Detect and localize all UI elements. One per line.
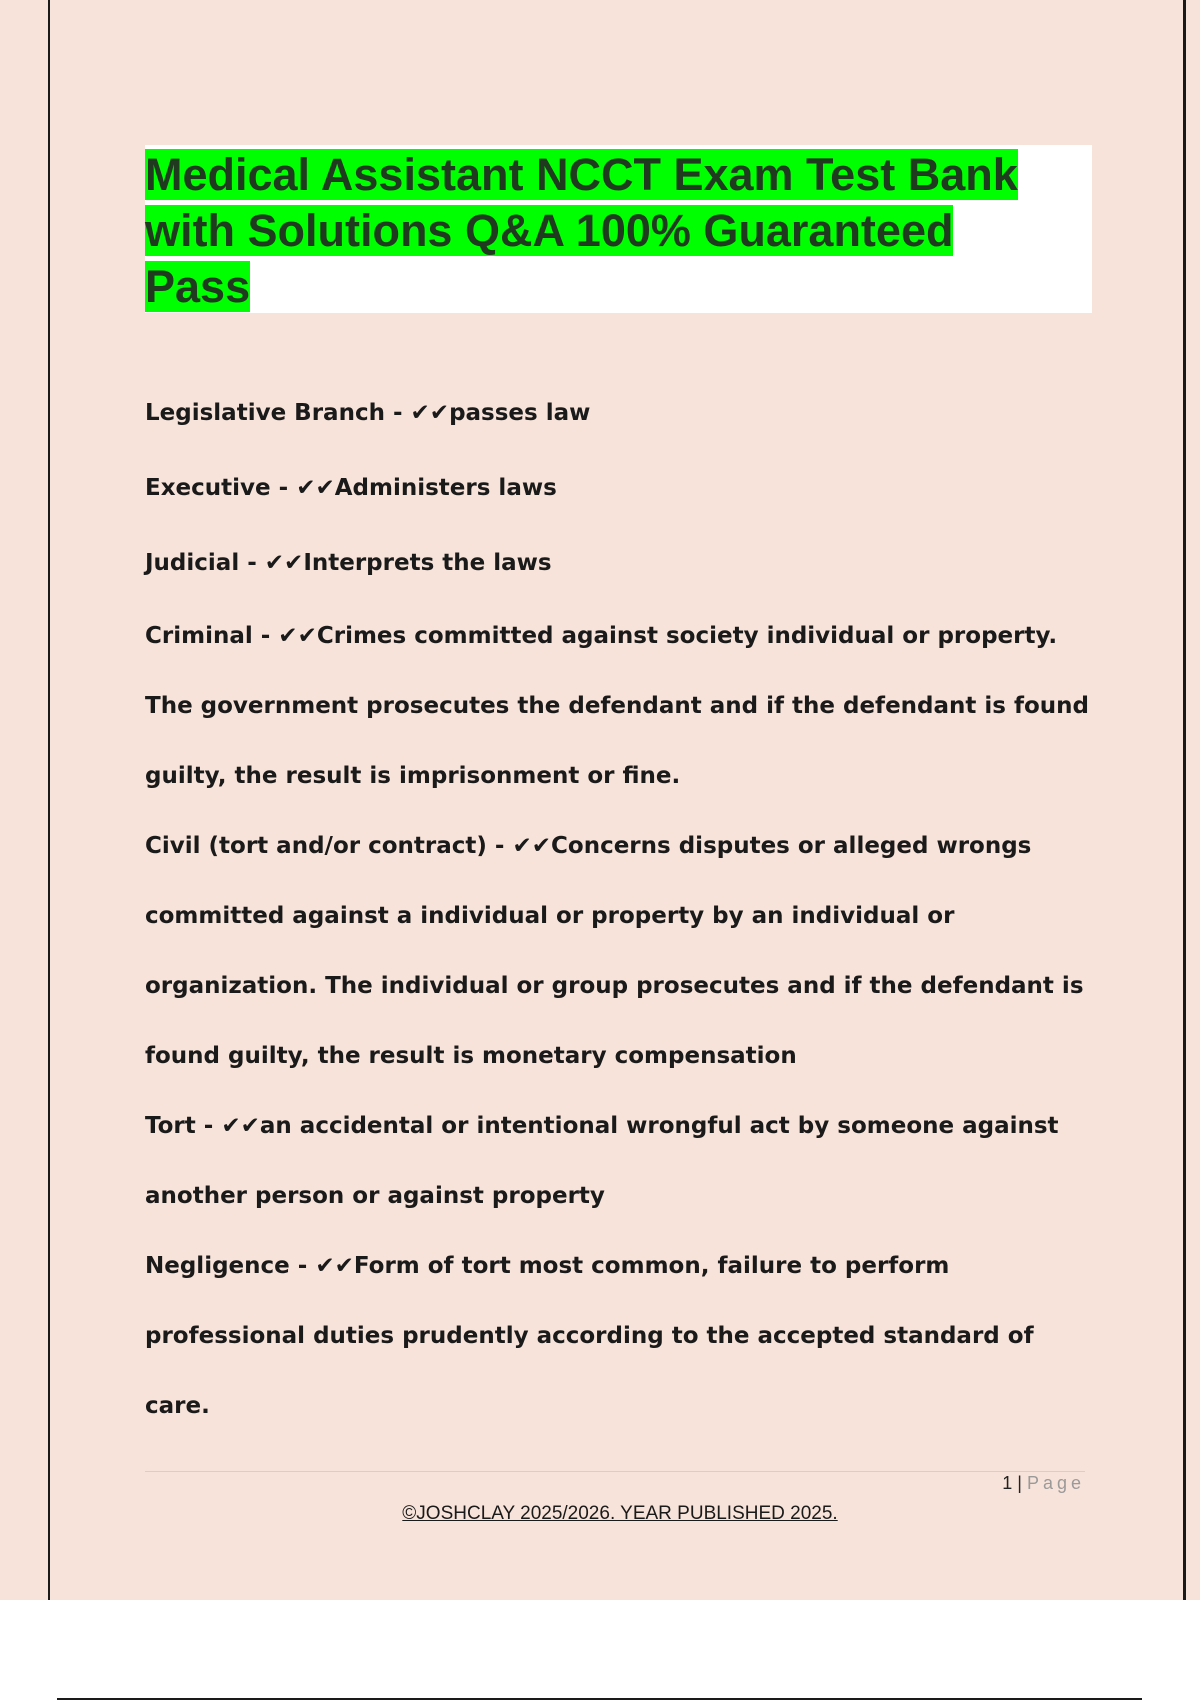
qa-entry xyxy=(145,451,1105,526)
check-icon: ✔✔ xyxy=(221,1113,260,1139)
entry-definition: Administers laws xyxy=(334,475,557,501)
qa-entry xyxy=(145,1091,1105,1231)
entry-definition: passes law xyxy=(449,400,591,426)
qa-entry xyxy=(145,526,1105,601)
title-line-3: Pass xyxy=(145,261,251,312)
entry-definition: Concerns disputes or alleged wrongs committed against a individual or property by an individual or organization. The individual or group prosecutes and if the defendant is found guilty, the result is monetary compensation xyxy=(145,833,1084,1069)
entry-separator: - xyxy=(486,833,513,859)
page-number-divider: | xyxy=(1012,1473,1027,1493)
entry-term: Criminal xyxy=(145,623,253,649)
check-icon: ✔✔ xyxy=(278,623,317,649)
page-right-border xyxy=(1183,0,1186,1600)
check-icon: ✔✔ xyxy=(296,475,335,501)
entry-separator: - xyxy=(289,1253,316,1279)
qa-list xyxy=(145,376,1105,1441)
copyright-notice: ©JOSHCLAY 2025/2026. YEAR PUBLISHED 2025. xyxy=(402,1503,838,1524)
entry-term: Judicial xyxy=(145,550,240,576)
page-label: Page xyxy=(1026,1473,1085,1493)
entry-definition: Interprets the laws xyxy=(303,550,552,576)
document-title xyxy=(145,147,1095,315)
entry-term: Civil (tort and/or contract) xyxy=(145,833,487,859)
entry-term: Negligence xyxy=(145,1253,290,1279)
entry-term: Executive xyxy=(145,475,271,501)
title-line-2: with Solutions Q&A 100% Guaranteed xyxy=(145,205,954,256)
entry-separator: - xyxy=(270,475,297,501)
entry-separator: - xyxy=(239,550,265,576)
qa-entry xyxy=(145,376,1105,451)
page-number xyxy=(1002,1473,1085,1494)
page-number-value: 1 xyxy=(1002,1473,1013,1493)
entry-separator: - xyxy=(195,1113,222,1139)
entry-term: Legislative Branch xyxy=(145,400,385,426)
title-line-1: Medical Assistant NCCT Exam Test Bank xyxy=(145,149,1018,200)
entry-separator: - xyxy=(252,623,279,649)
entry-definition: Crimes committed against society individual or property. The government prosecutes the defendant and if the defendant is found guilty, the result is imprisonment or fine. xyxy=(145,623,1089,789)
check-icon: ✔✔ xyxy=(512,833,552,859)
entry-definition: Form of tort most common, failure to perform professional duties prudently according to the accepted standard of care. xyxy=(145,1253,1034,1419)
qa-entry xyxy=(145,1231,1105,1441)
qa-entry xyxy=(145,601,1105,811)
qa-entry xyxy=(145,811,1105,1091)
check-icon: ✔✔ xyxy=(264,550,304,576)
entry-term: Tort xyxy=(145,1113,196,1139)
page-left-border xyxy=(48,0,50,1600)
entry-separator: - xyxy=(384,400,411,426)
entry-definition: an accidental or intentional wrongful act by someone against another person or against property xyxy=(145,1113,1059,1209)
check-icon: ✔✔ xyxy=(410,400,450,426)
footer-divider xyxy=(145,1471,1085,1472)
check-icon: ✔✔ xyxy=(315,1253,354,1279)
